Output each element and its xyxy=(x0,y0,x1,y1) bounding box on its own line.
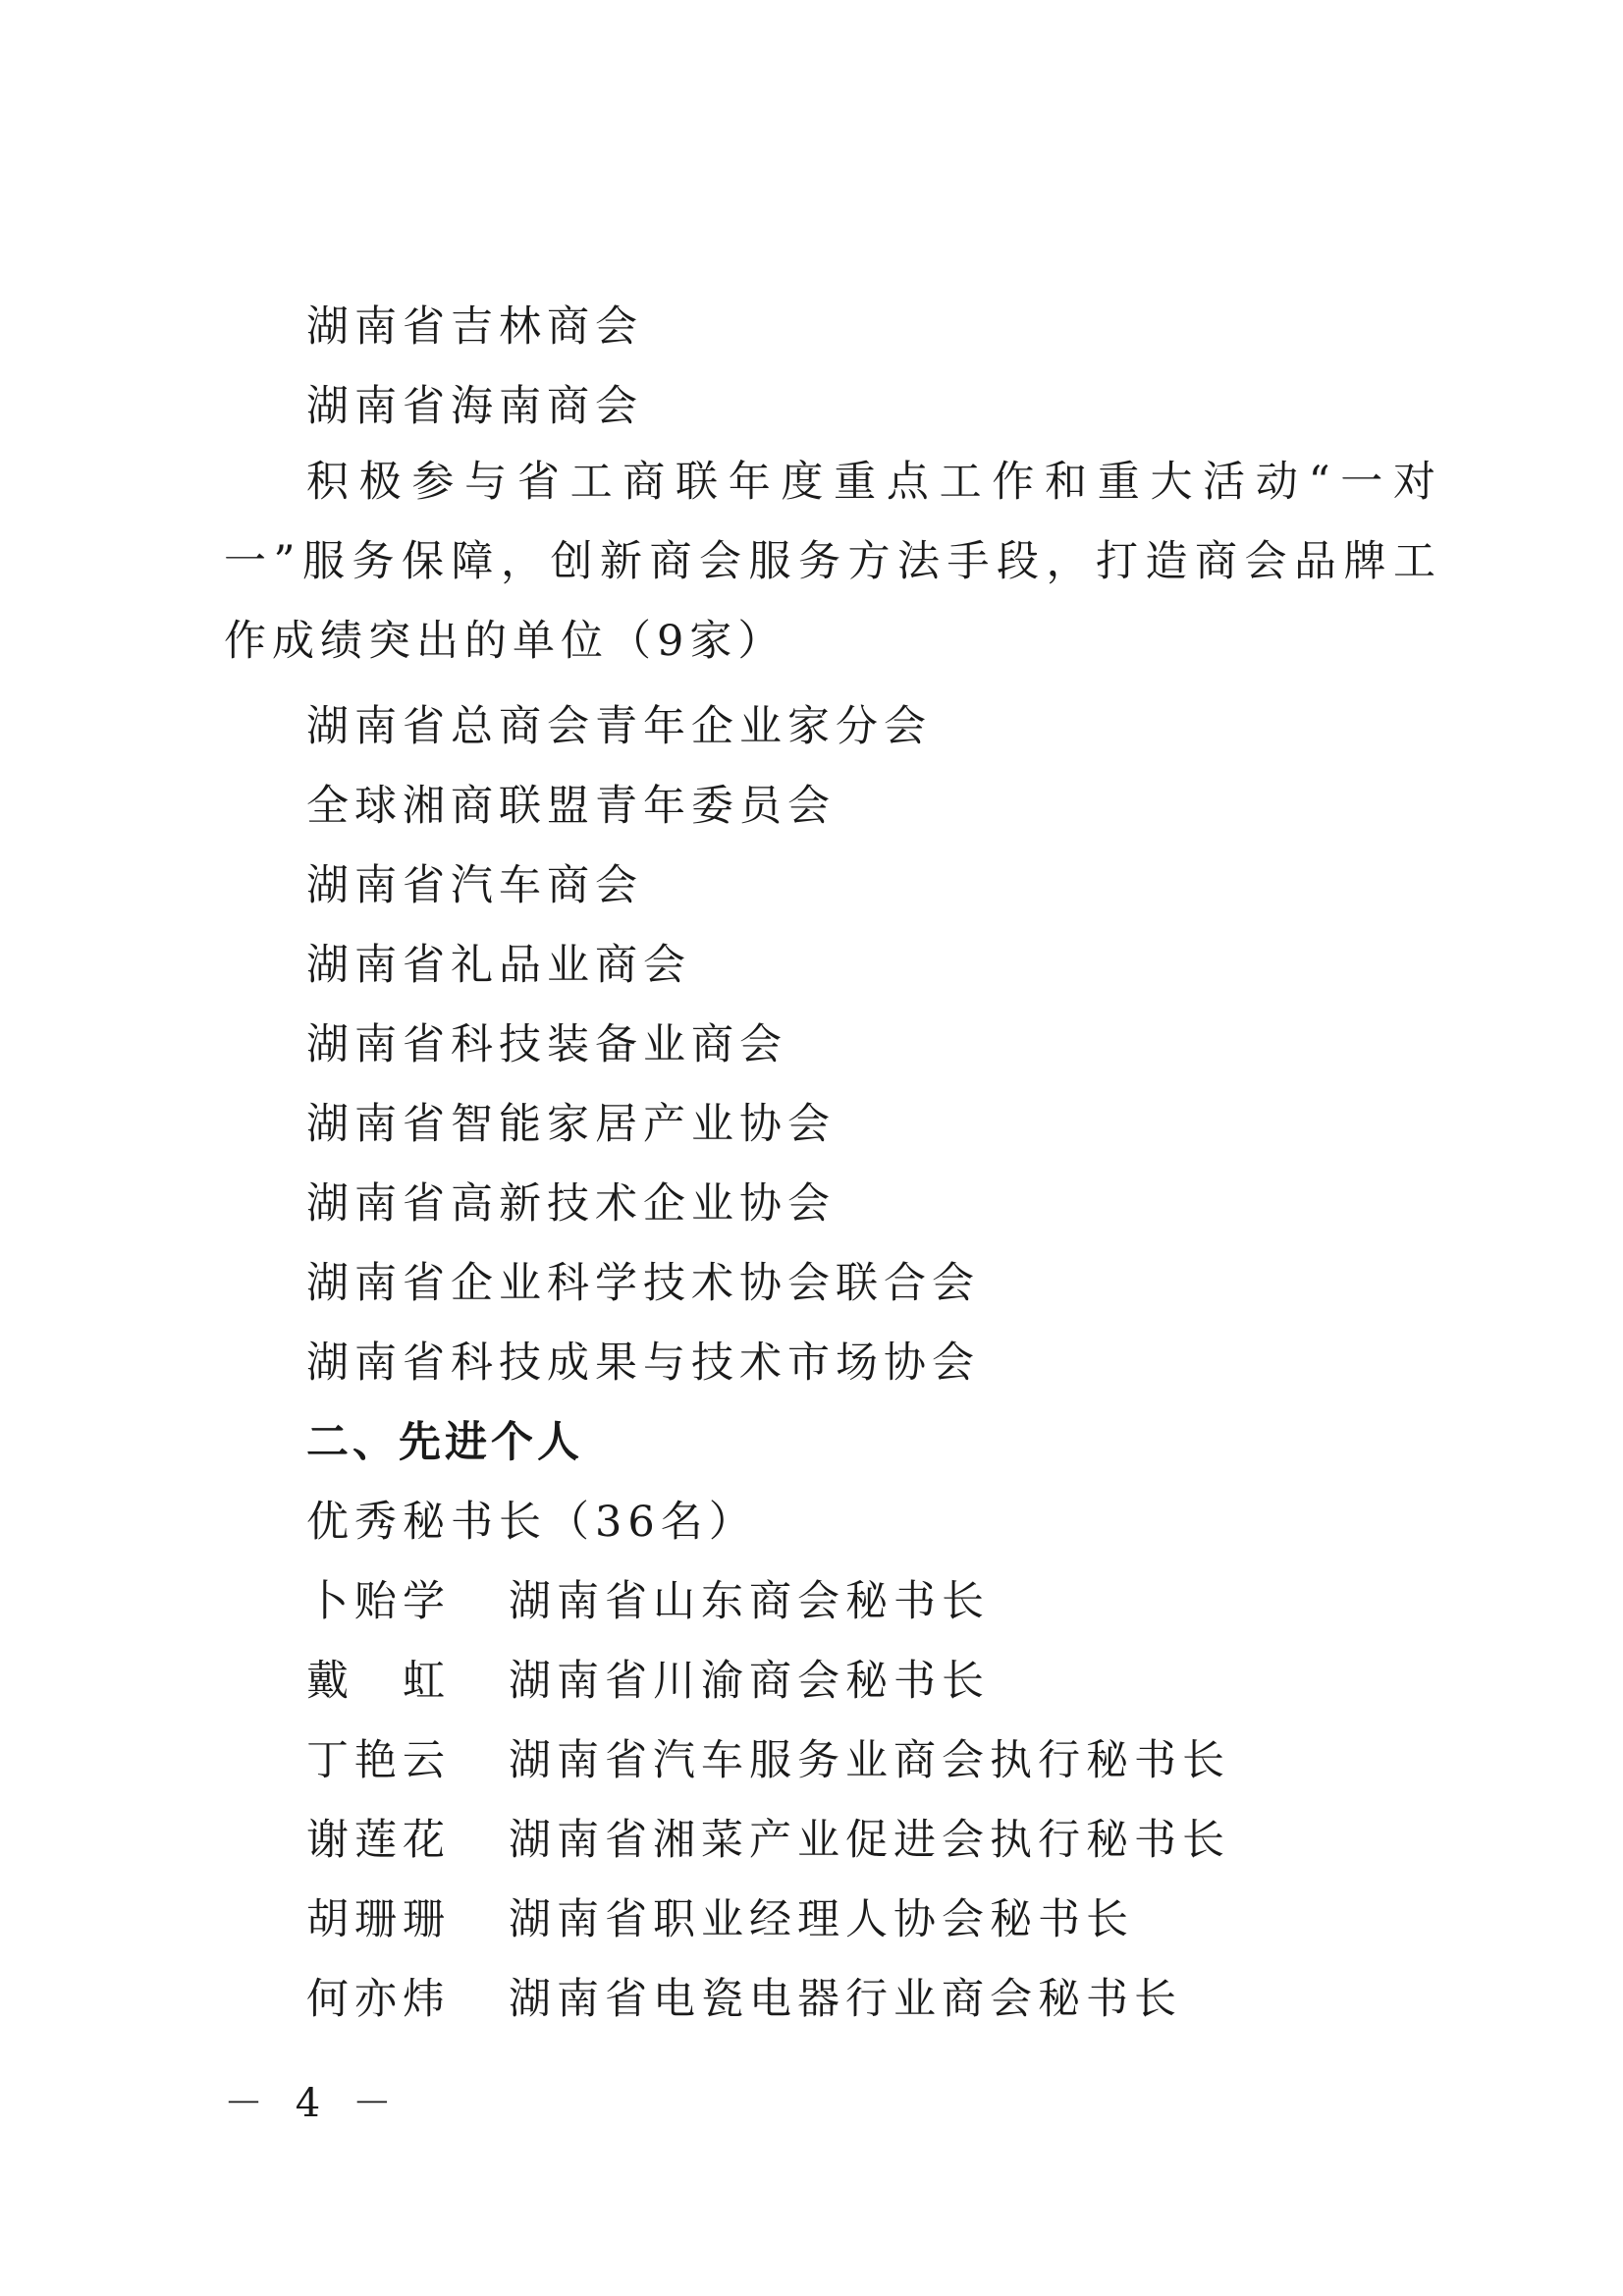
unit-line: 湖南省智能家居产业协会 xyxy=(306,1100,836,1149)
unit-line: 湖南省海南商会 xyxy=(306,382,643,431)
unit-line: 全球湘商联盟青年委员会 xyxy=(306,782,836,831)
unit-line: 湖南省礼品业商会 xyxy=(306,941,691,990)
person-title: 湖南省职业经理人协会秘书长 xyxy=(509,1895,1134,1944)
person-name: 胡珊珊 xyxy=(306,1895,451,1944)
person-title: 湖南省电瓷电器行业商会秘书长 xyxy=(509,1975,1182,2024)
unit-line: 湖南省吉林商会 xyxy=(306,302,643,352)
person-title: 湖南省汽车服务业商会执行秘书长 xyxy=(509,1736,1230,1785)
unit-line: 湖南省高新技术企业协会 xyxy=(306,1179,836,1229)
unit-line: 湖南省汽车商会 xyxy=(306,861,643,910)
person-title: 湖南省山东商会秘书长 xyxy=(509,1577,990,1626)
unit-line: 湖南省科技成果与技术市场协会 xyxy=(306,1339,980,1388)
person-name: 丁艳云 xyxy=(306,1736,451,1785)
subheading: 优秀秘书长（36名） xyxy=(306,1498,757,1547)
person-title: 湖南省湘菜产业促进会执行秘书长 xyxy=(509,1816,1230,1865)
person-name: 戴 虹 xyxy=(306,1657,451,1706)
person-name: 何亦炜 xyxy=(306,1975,451,2024)
unit-line: 湖南省企业科学技术协会联合会 xyxy=(306,1259,980,1308)
page-number: － 4 － xyxy=(224,2081,402,2126)
unit-line: 湖南省科技装备业商会 xyxy=(306,1020,787,1069)
person-name: 谢莲花 xyxy=(306,1816,451,1865)
section-heading: 二、先进个人 xyxy=(306,1418,583,1467)
unit-line: 湖南省总商会青年企业家分会 xyxy=(306,702,932,751)
category-paragraph: 积极参与省工商联年度重点工作和重大活动“一对一”服务保障，创新商会服务方法手段，打造商会品牌工作成绩突出的单位（9家） xyxy=(224,458,1441,666)
person-name: 卜贻学 xyxy=(306,1577,451,1626)
person-title: 湖南省川渝商会秘书长 xyxy=(509,1657,990,1706)
